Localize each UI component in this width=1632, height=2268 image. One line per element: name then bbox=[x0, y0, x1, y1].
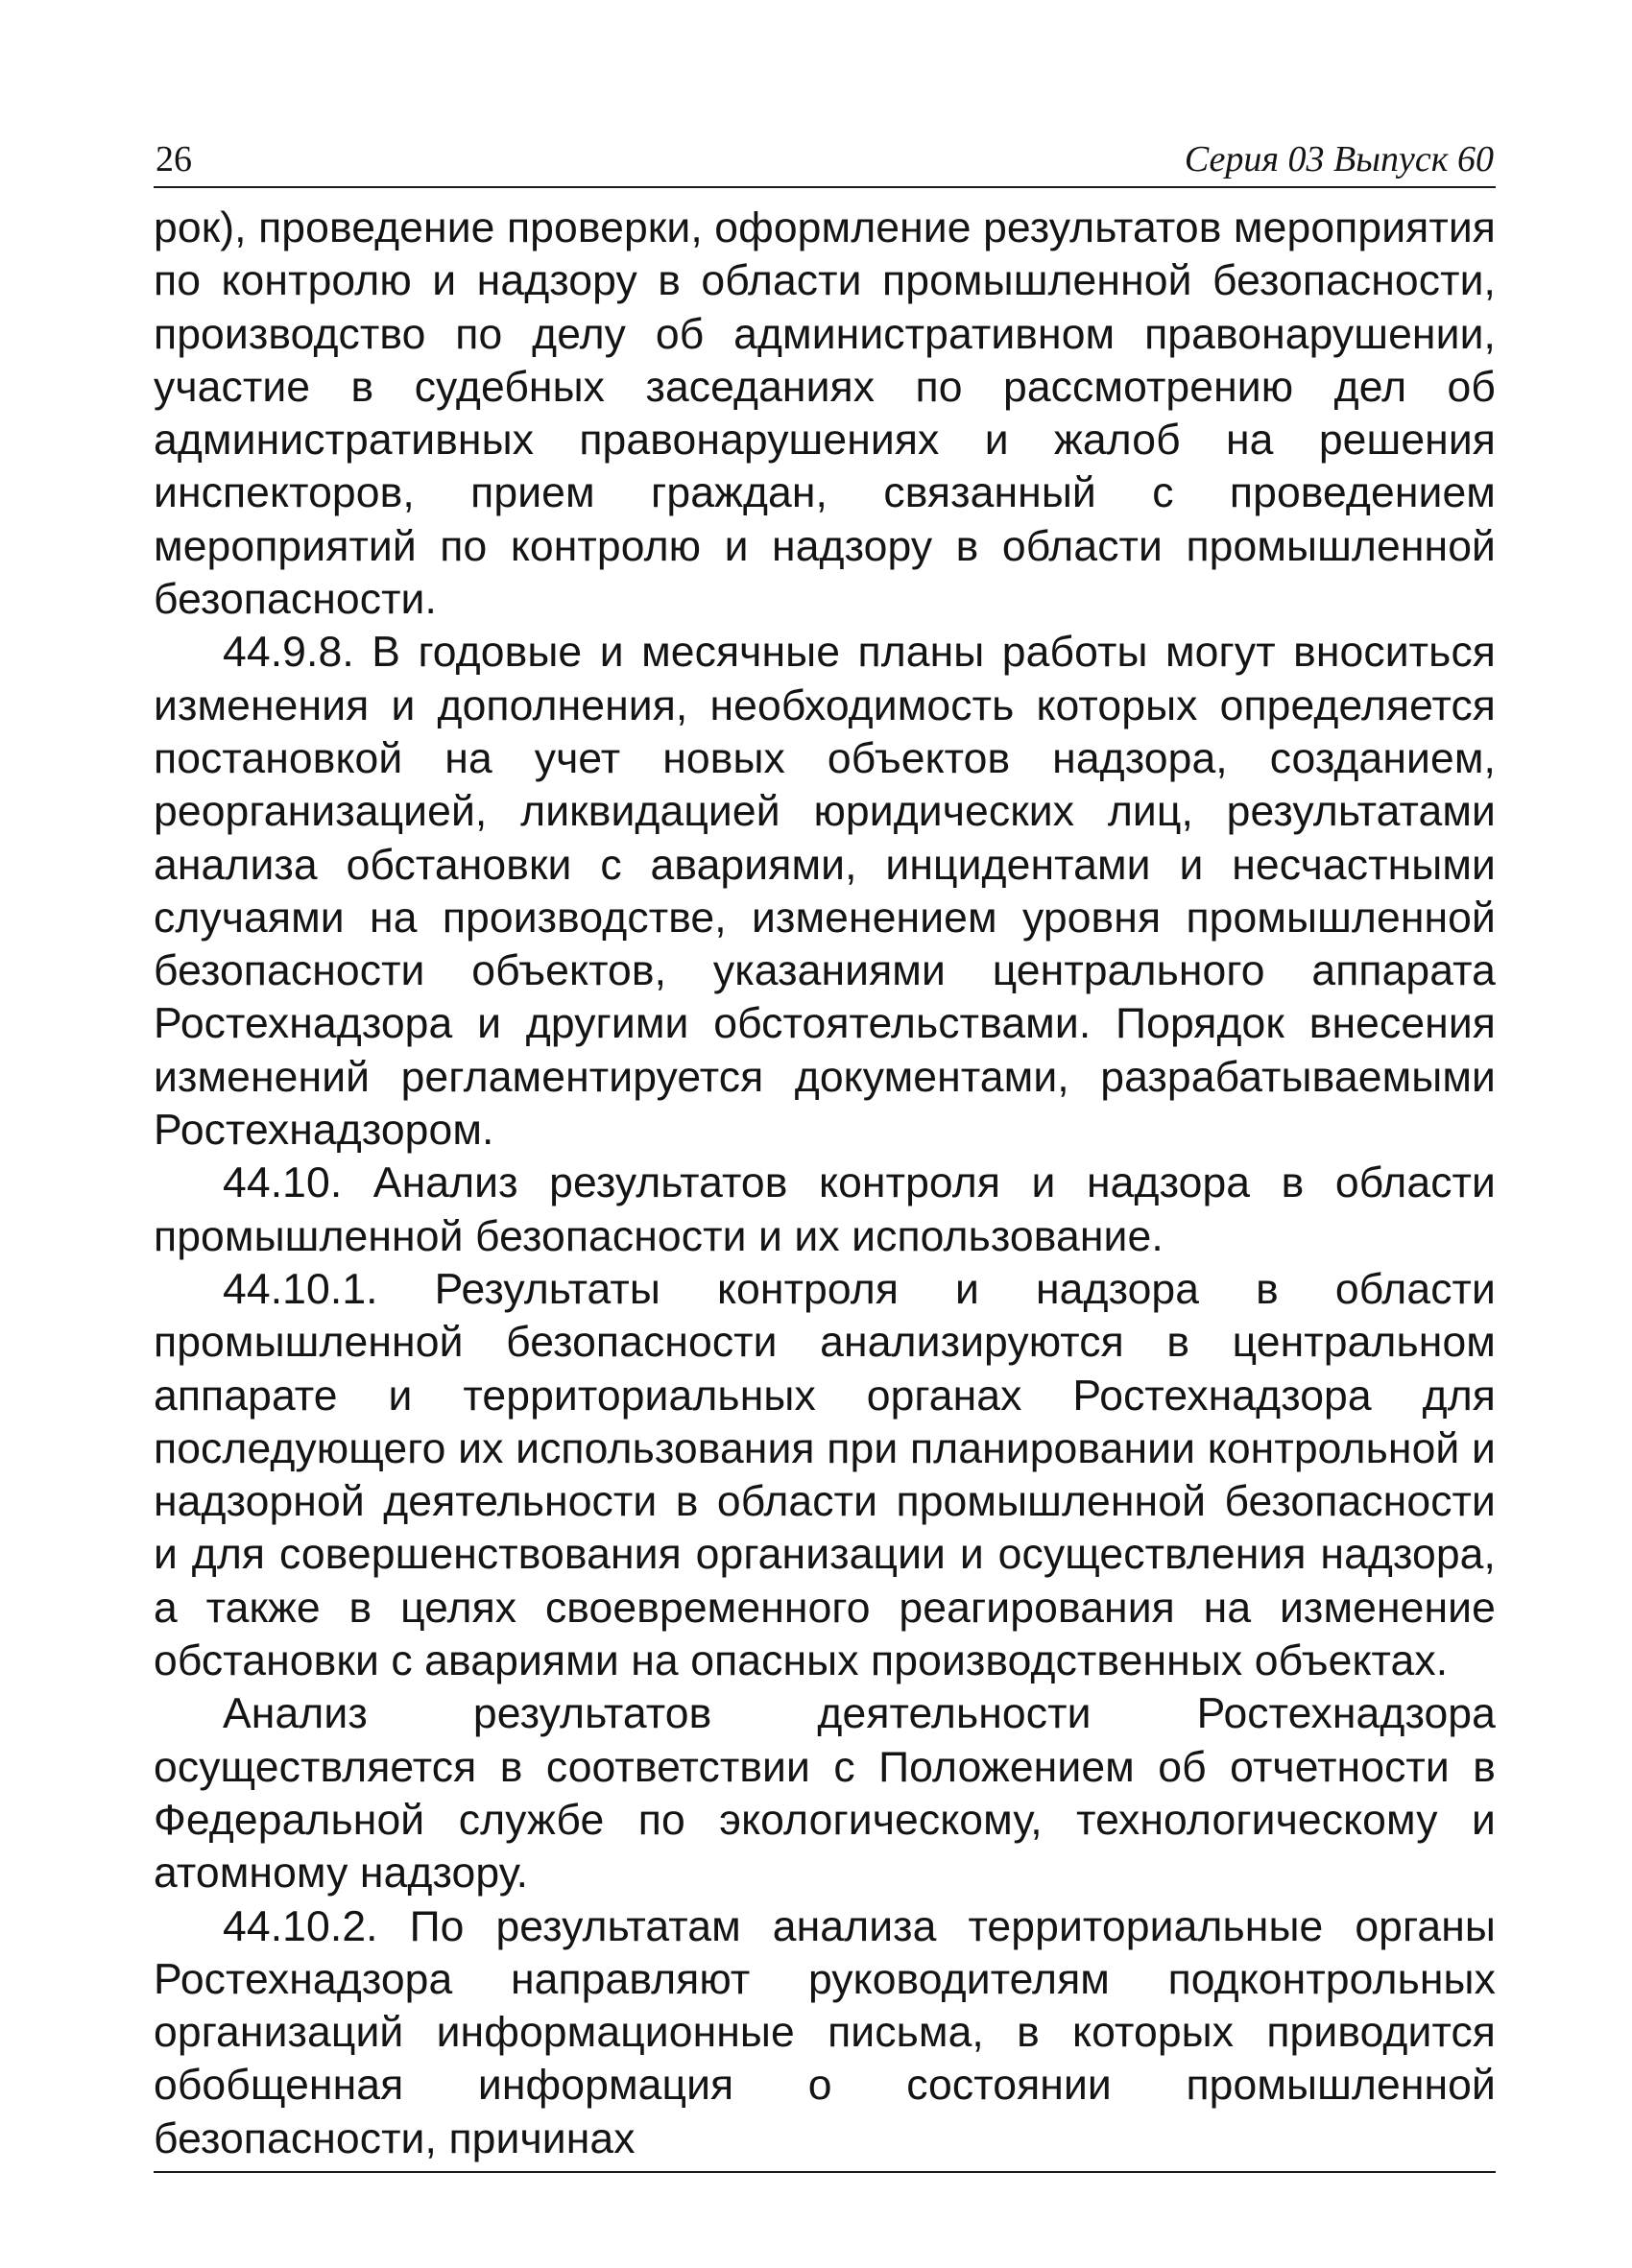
running-head bbox=[154, 125, 1496, 188]
book-page bbox=[154, 125, 1496, 2165]
body-text bbox=[154, 202, 1496, 2165]
paragraph-continuation: рок), проведение проверки, оформление результатов мероприятия по контролю и надзору в области промышленной безопасности, производство по делу об административном правонарушении, участие в судебных заседаниях по рассмотрению дел об административных правонарушениях и жалоб на решения инспекторов, прием граждан, связанный с проведением мероприятий по контролю и надзору в области промышленной безопасности. bbox=[154, 204, 1497, 624]
series-title: Серия 03 Выпуск 60 bbox=[1184, 139, 1494, 179]
paragraph-44-10: 44.10. Анализ результатов контроля и надзора в области промышленной безопасности и их использование. bbox=[154, 1159, 1496, 1260]
paragraph-44-10-1: 44.10.1. Результаты контроля и надзора в области промышленной безопасности анализируются в центральном аппарате и территориальных органах Ростехнадзора для последующего их использования при планировании контрольной и надзорной деятельности в области промышленной безопасности и для совершенствования организации и осуществления надзора, а также в целях своевременного реагирования на изменение обстановки с авариями на опасных производственных объектах. bbox=[154, 1265, 1496, 1685]
paragraph-44-10-2: 44.10.2. По результатам анализа территориальные органы Ростехнадзора направляют руководителям подконтрольных организаций информационные письма, в которых приводится обобщенная информация о состоянии промышленной безопасности, причинах bbox=[154, 1902, 1496, 2162]
page-number: 26 bbox=[156, 139, 192, 179]
paragraph-analysis: Анализ результатов деятельности Ростехнадзора осуществляется в соответствии с Положением об отчетности в Федеральной службе по экологическому, технологическому и атомному надзору. bbox=[154, 1690, 1496, 1898]
paragraph-44-9-8: 44.9.8. В годовые и месячные планы работы могут вноситься изменения и дополнения, необходимость которых определяется постановкой на учет новых объектов надзора, созданием, реорганизацией, ликвидацией юридических лиц, результатами анализа обстановки с авариями, инцидентами и несчастными случаями на производстве, изменением уровня промышленной безопасности объектов, указаниями центрального аппарата Ростехнадзора и другими обстоятельствами. Порядок внесения изменений регламентируется документами, разрабатываемыми Ростехнадзором. bbox=[154, 629, 1496, 1155]
bottom-rule bbox=[154, 2171, 1496, 2173]
